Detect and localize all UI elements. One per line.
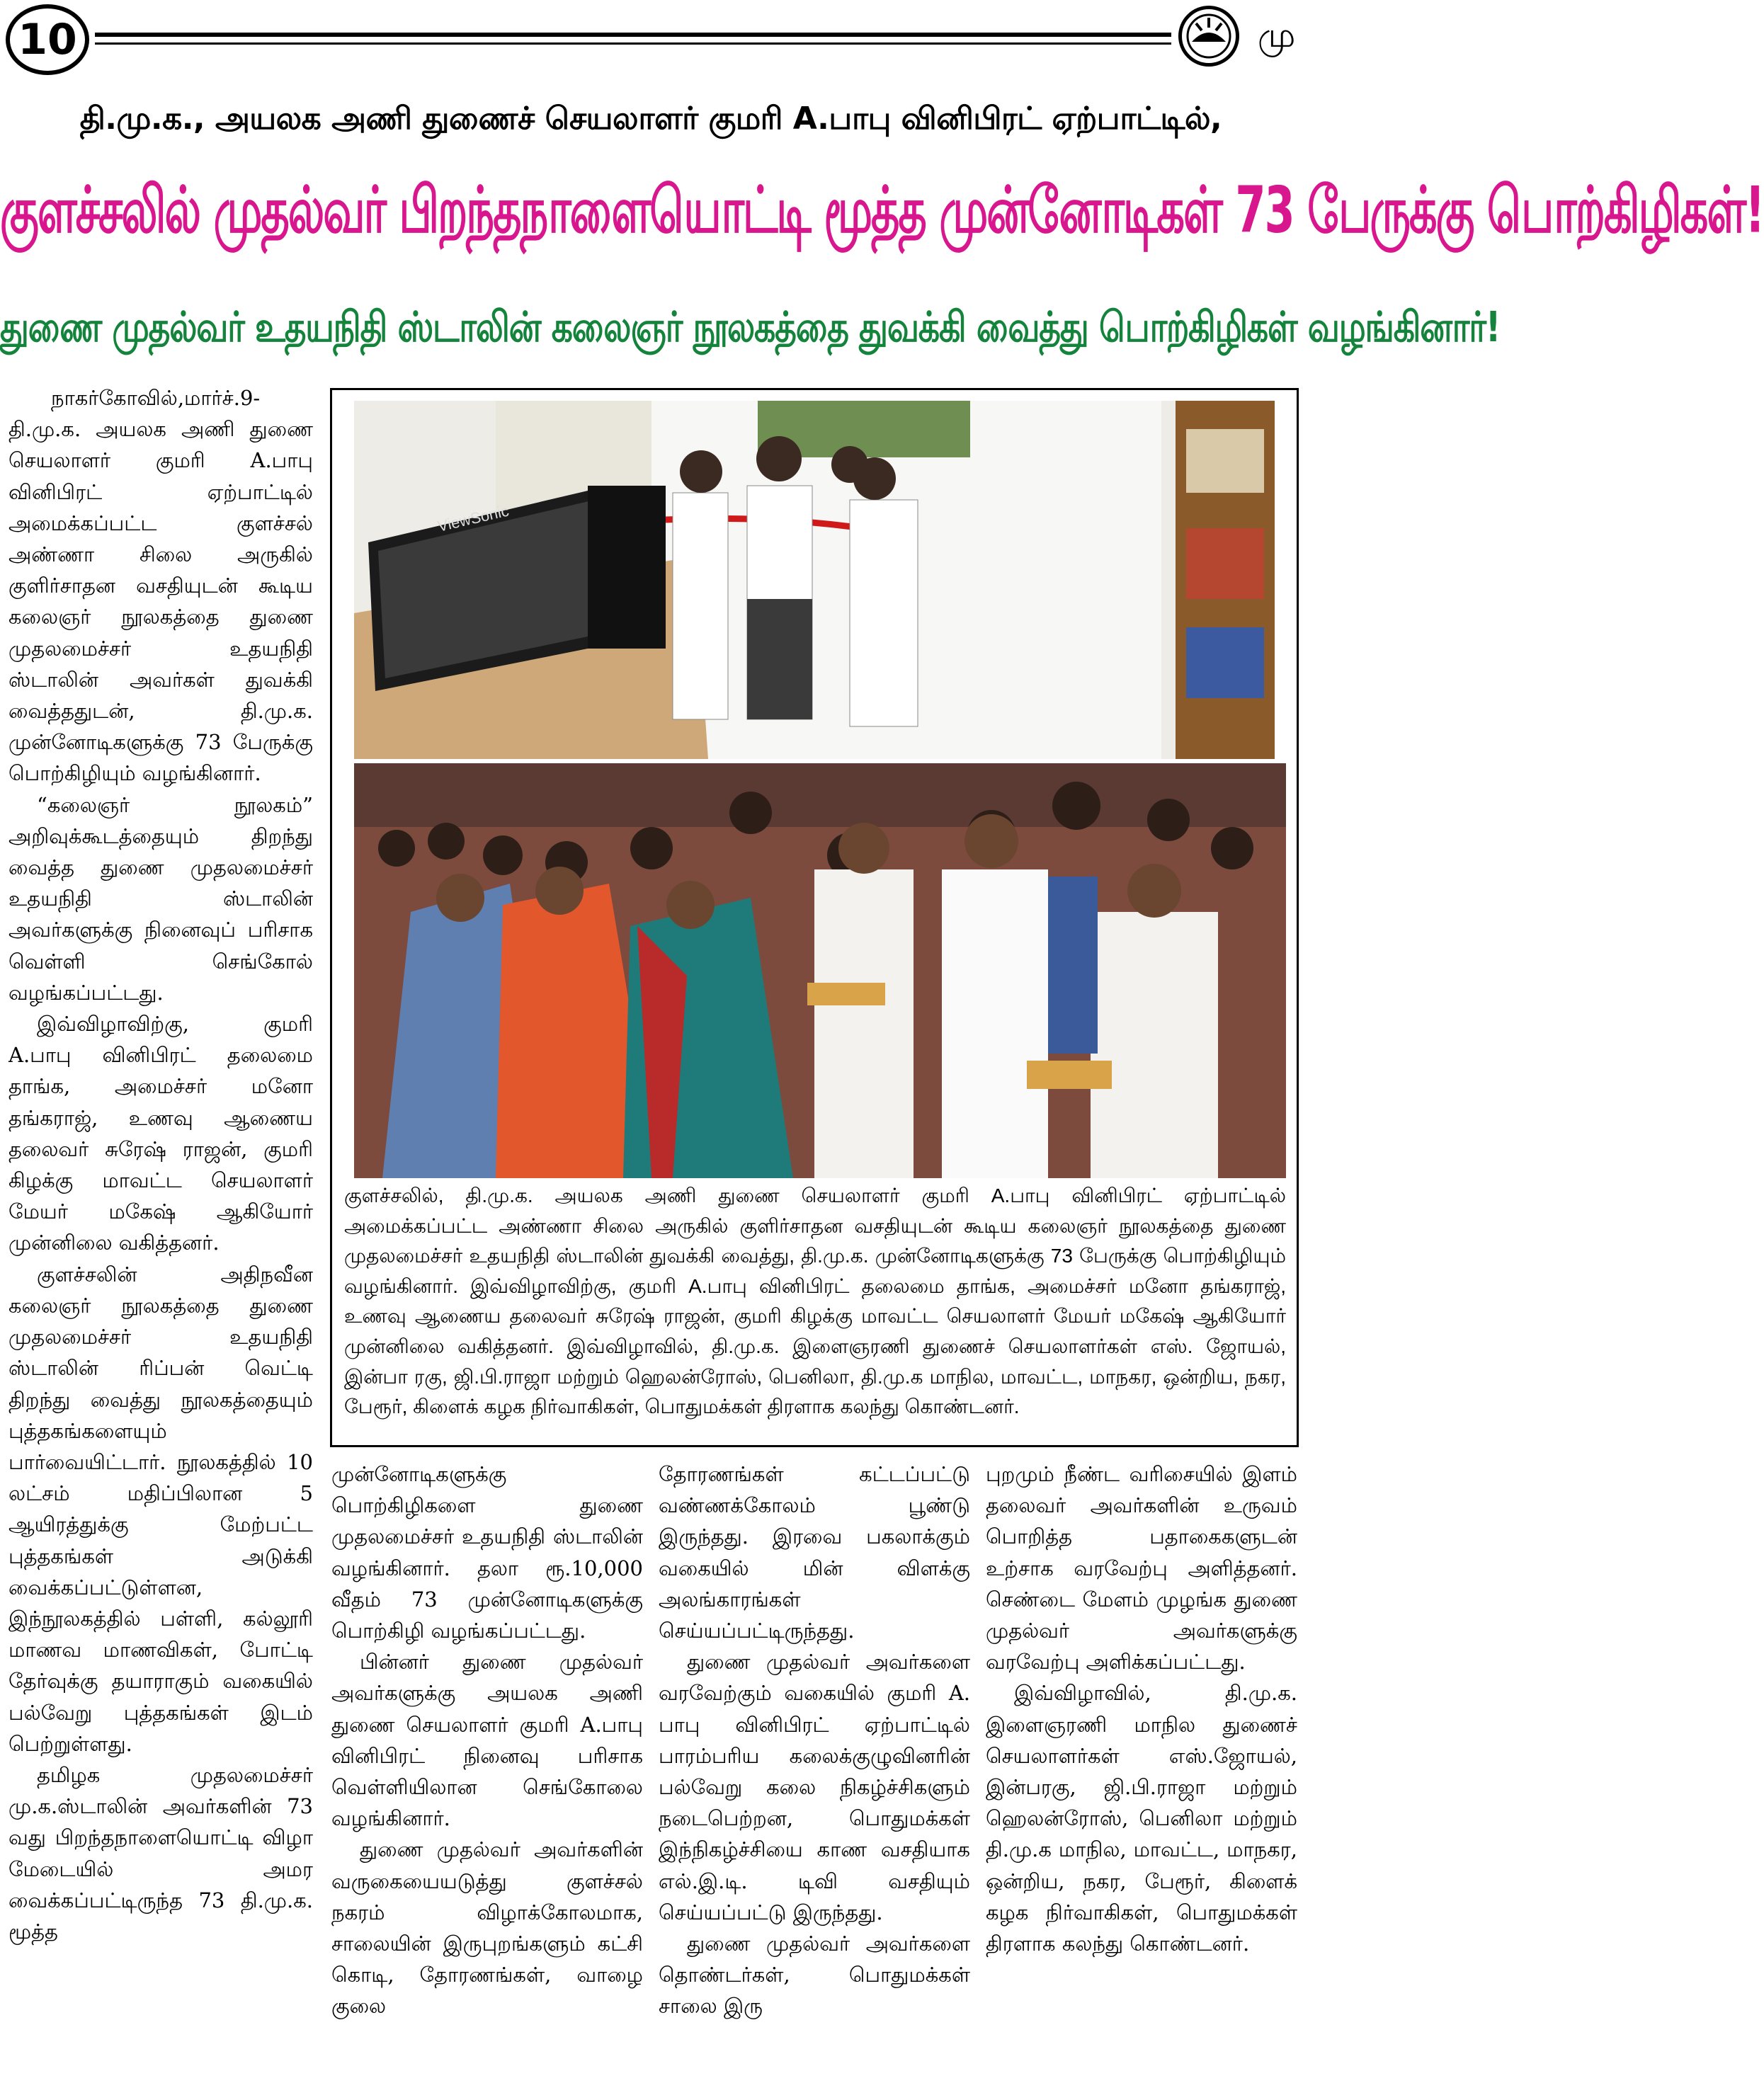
paragraph: துணை முதல்வர் அவர்களை வரவேற்கும் வகையில் குமரி A. பாபு வினிபிரட் ஏற்பாட்டில் பாரம்பரிய கலைக்குழுவினரின் பல்வேறு கலை நிகழ்ச்சிகளும் நடைபெற்றன, பொதுமக்கள் இந்நிகழ்ச்சியை காண வசதியாக எல்.இ.டி. டிவி வசதியும் செய்யப்பட்டு இருந்தது. — [659, 1650, 970, 1924]
article-kicker: தி.மு.க., அயலக அணி துணைச் செயலாளர் குமரி A.பாபு வினிபிரட் ஏற்பாட்டில், — [79, 101, 1222, 137]
rising-sun-logo-icon — [1178, 6, 1239, 67]
header-rule-top — [95, 33, 1171, 37]
paragraph: நாகர்கோவில்,மார்ச்.9- தி.மு.க. அயலக அணி துணை செயலாளர் குமரி A.பாபு வினிபிரட் ஏற்பாட்டில் அமைக்கப்பட்ட குளச்சல் அண்ணா சிலை அருகில் குளிர்சாதன வசதியுடன் கூடிய கலைஞர் நூலகத்தை துணை முதலமைச்சர் உதயநிதி ஸ்டாலின் அவர்கள் துவக்கி வைத்ததுடன், தி.மு.க. முன்னோடிகளுக்கு 73 பேருக்கு பொற்கிழியும் வழங்கினார். — [8, 386, 313, 786]
photo-caption: குளச்சலில், தி.மு.க. அயலக அணி துணை செயலாளர் குமரி A.பாபு வினிபிரட் ஏற்பாட்டில் அமைக்கப்பட்ட அண்ணா சிலை அருகில் குளிர்சாதன வசதியுடன் கூடிய கலைஞர் நூலகத்தை துணை முதலமைச்சர் உதயநிதி ஸ்டாலின் துவக்கி வைத்து, தி.மு.க. முன்னோடிகளுக்கு 73 பேருக்கு பொற்கிழியும் வழங்கினார். இவ்விழாவிற்கு, குமரி A.பாபு வினிபிரட் தலைமை தாங்க, அமைச்சர் மனோ தங்கராஜ், உணவு ஆணைய தலைவர் சுரேஷ் ராஜன், குமரி கிழக்கு மாவட்ட செயலாளர் மேயர் மகேஷ் ஆகியோர் முன்னிலை வகித்தனர். இவ்விழாவில், தி.மு.க. இளைஞரணி துணைச் செயலாளர்கள் எஸ். ஜோயல், இன்பா ரகு, ஜி.பி.ராஜா மற்றும் ஹெலன்ரோஸ், பெனிலா, தி.மு.க மாநில, மாவட்ட, மாநகர, ஒன்றிய, நகர, பேரூர், கிளைக் கழக நிர்வாகிகள், பொதுமக்கள் திரளாக கலந்து கொண்டனர். — [344, 1185, 1286, 1418]
paragraph: துணை முதல்வர் அவர்களின் வருகையையடுத்து குளச்சல் நகரம் விழாக்கோலமாக, சாலையின் இருபுறங்களும் கட்சி கொடி, தோரணங்கள், வாழை குலை — [331, 1837, 643, 2019]
paragraph: “கலைஞர் நூலகம்” அறிவுக்கூடத்தையும் திறந்து வைத்த துணை முதலமைச்சர் உதயநிதி ஸ்டாலின் அவர்களுக்கு நினைவுப் பரிசாக வெள்ளி செங்கோல் வழங்கப்பட்டது. — [8, 792, 313, 1005]
photo-gift-distribution — [354, 763, 1286, 1178]
masthead-fragment: மு — [1258, 16, 1296, 55]
article-column-4 — [986, 1459, 1297, 2100]
page-number: 10 — [6, 4, 89, 75]
paragraph: இவ்விழாவில், தி.மு.க. இளைஞரணி மாநில துணைச் செயலாளர்கள் எஸ்.ஜோயல், இன்பரகு, ஜி.பி.ராஜா மற்றும் ஹெலன்ரோஸ், பெனிலா மற்றும் தி.மு.க மாநில, மாவட்ட, மாநகர, ஒன்றிய, நகர, பேரூர், கிளைக் கழக நிர்வாகிகள், பொதுமக்கள் திரளாக கலந்து கொண்டனர். — [986, 1681, 1297, 1956]
header-rule-bottom — [95, 42, 1171, 45]
paragraph: இவ்விழாவிற்கு, குமரி A.பாபு வினிபிரட் தலைமை தாங்க, அமைச்சர் மனோ தங்கராஜ், உணவு ஆணைய தலைவர் சுரேஷ் ராஜன், குமரி கிழக்கு மாவட்ட செயலாளர் மேயர் மகேஷ் ஆகியோர் முன்னிலை வகித்தனர். — [8, 1012, 313, 1255]
paragraph: புறமும் நீண்ட வரிசையில் இளம் தலைவர் அவர்களின் உருவம் பொறித்த பதாகைகளுடன் உற்சாக வரவேற்பு அளித்தனர். செண்டை மேளம் முழங்க துணை முதல்வர் அவர்களுக்கு வரவேற்பு அளிக்கப்பட்டது. — [986, 1462, 1297, 1674]
paragraph: குளச்சலின் அதிநவீன கலைஞர் நூலகத்தை துணை முதலமைச்சர் உதயநிதி ஸ்டாலின் ரிப்பன் வெட்டி திறந்து வைத்து நூலகத்தையும் புத்தகங்களையும் பார்வையிட்டார். நூலகத்தில் 10 லட்சம் மதிப்பிலான 5 ஆயிரத்துக்கு மேற்பட்ட புத்தகங்கள் அடுக்கி வைக்கப்பட்டுள்ளன, இந்நூலகத்தில் பள்ளி, கல்லூரி மாணவ மாணவிகள், போட்டி தேர்வுக்கு தயாராகும் வகையில் பல்வேறு புத்தகங்கள் இடம் பெற்றுள்ளது. — [8, 1262, 313, 1756]
paragraph: துணை முதல்வர் அவர்களை தொண்டர்கள், பொதுமக்கள் சாலை இரு — [659, 1931, 970, 2019]
paragraph: தமிழக முதலமைச்சர் மு.க.ஸ்டாலின் அவர்களின் 73 வது பிறந்தநாளையொட்டி விழா மேடையில் அமர வைக்கப்பட்டிருந்த 73 தி.மு.க. மூத்த — [8, 1762, 313, 1944]
article-subhead: துணை முதல்வர் உதயநிதி ஸ்டாலின் கலைஞர் நூலகத்தை துவக்கி வைத்து பொற்கிழிகள் வழங்கினார்! — [0, 303, 1501, 353]
article-column-3 — [659, 1459, 970, 2100]
article-column-1 — [8, 382, 313, 2100]
article-headline: குளச்சலில் முதல்வர் பிறந்தநாளையொட்டி மூத்த முன்னோடிகள் 73 பேருக்கு பொற்கிழிகள்! — [0, 172, 1764, 248]
paragraph: முன்னோடிகளுக்கு பொற்கிழிகளை துணை முதலமைச்சர் உதயநிதி ஸ்டாலின் வழங்கினார். தலா ரூ.10,000 வீதம் 73 முன்னோடிகளுக்கு பொற்கிழி வழங்கப்பட்டது. — [331, 1462, 643, 1643]
monitor-brand-label: ViewSonic — [436, 501, 511, 535]
paragraph: தோரணங்கள் கட்டப்பட்டு வண்ணக்கோலம் பூண்டு இருந்தது. இரவை பகலாக்கும் வகையில் மின் விளக்கு அலங்காரங்கள் செய்யப்பட்டிருந்தது. — [659, 1462, 970, 1643]
article-column-2 — [331, 1459, 643, 2100]
paragraph: பின்னர் துணை முதல்வர் அவர்களுக்கு அயலக அணி துணை செயலாளர் குமரி A.பாபு வினிபிரட் நினைவு பரிசாக வெள்ளியிலான செங்கோலை வழங்கினார். — [331, 1650, 643, 1831]
photo-library-inauguration — [354, 401, 1275, 759]
